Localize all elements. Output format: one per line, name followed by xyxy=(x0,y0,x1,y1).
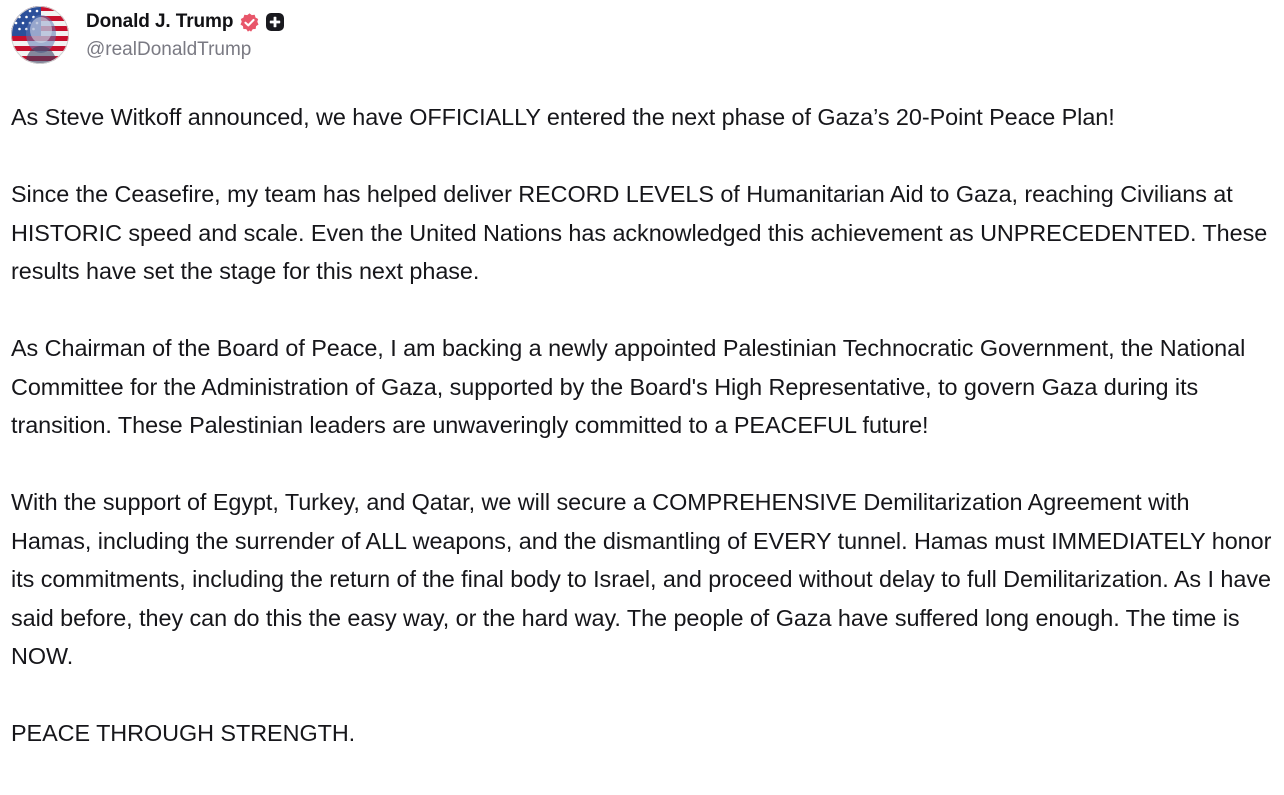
name-row xyxy=(86,11,285,33)
author-display-name[interactable]: Donald J. Trump xyxy=(86,11,234,32)
flag-portrait-avatar-icon xyxy=(11,6,69,64)
avatar[interactable] xyxy=(11,6,69,64)
post-paragraph-3: As Chairman of the Board of Peace, I am backing a newly appointed Palestinian Technocratic Government, the National Committee for the Administration of Gaza, supported by the Board's High Representative, to govern Gaza during its transition. These Palestinian leaders are unwaveringly committed to a PEACEFUL future! xyxy=(11,335,1246,438)
post-paragraph-4: With the support of Egypt, Turkey, and Qatar, we will secure a COMPREHENSIVE Demilitarization Agreement with Hamas, including the surrender of ALL weapons, and the dismantling of EVERY tunnel. Hamas must IMMEDIATELY honor its commitments, including the return of the final body to Israel, and proceed without delay to full Demilitarization. As I have said before, they can do this the easy way, or the hard way. The people of Gaza have suffered long enough. The time is NOW. xyxy=(11,489,1272,669)
plus-badge-icon xyxy=(265,12,285,32)
post-body xyxy=(11,98,1276,753)
post-paragraph-5: PEACE THROUGH STRENGTH. xyxy=(11,720,356,746)
post-header xyxy=(11,6,285,66)
author-handle[interactable]: @realDonaldTrump xyxy=(86,39,252,60)
verified-badge-icon xyxy=(239,12,260,33)
post-paragraph-1: As Steve Witkoff announced, we have OFFICIALLY entered the next phase of Gaza’s 20-Point Peace Plan! xyxy=(11,104,1115,130)
author-identity xyxy=(86,6,285,61)
post-paragraph-2: Since the Ceasefire, my team has helped deliver RECORD LEVELS of Humanitarian Aid to Gaza, reaching Civilians at HISTORIC speed and scale. Even the United Nations has acknowledged this achievement as UNPRECEDENTED. These results have set the stage for this next phase. xyxy=(11,181,1268,284)
